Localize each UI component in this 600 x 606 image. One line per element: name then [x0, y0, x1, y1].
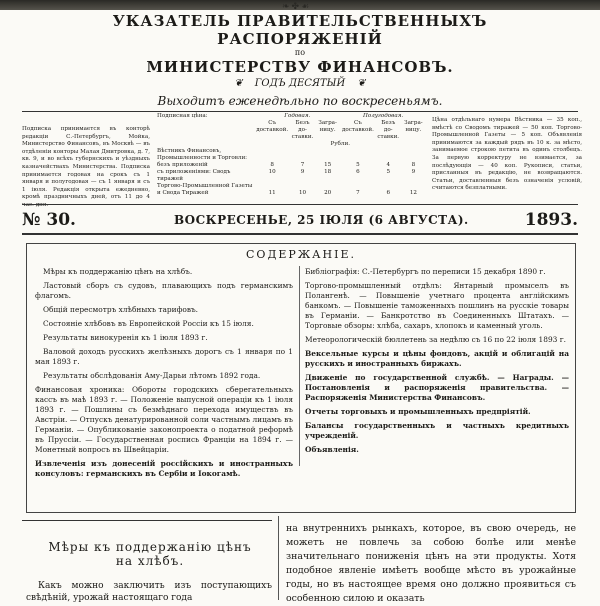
table-cell	[315, 183, 340, 190]
subscription-price-table	[156, 113, 426, 197]
list-item: Библіографія: С.-Петербургъ по переписи 15 декабря 1890 г.	[305, 267, 546, 276]
table-row	[156, 162, 426, 169]
list-item: Ластовый сборъ съ судовъ, плавающихъ подъ германскимъ флагомъ.	[35, 281, 293, 300]
table-subheader-row	[156, 120, 426, 141]
table-cell: 10	[268, 169, 276, 175]
table-cell	[376, 183, 401, 190]
list-item: Общій пересмотръ хлѣбныхъ тарифовъ.	[43, 305, 199, 314]
list-item: Вексельные курсы и цѣны фондовъ, акцій и облигацій на русскихъ и иностранныхъ биржахъ.	[305, 349, 569, 368]
table-cell: 7	[300, 162, 305, 168]
header-divider-bottom	[22, 204, 578, 205]
table-cell: 5	[356, 162, 360, 168]
row-label: Торгово-Промышленной Газеты	[157, 183, 253, 189]
table-cell	[254, 148, 289, 162]
list-item: Мѣры къ поддержанію цѣнъ на хлѣбъ.	[43, 267, 193, 276]
table-cell: 10	[298, 190, 307, 196]
top-ornament-icon: ❧✤☙	[282, 2, 312, 12]
ornament-left-icon: ❦	[234, 78, 243, 89]
table-cell: 6	[386, 190, 391, 196]
masthead-title-line2: МИНИСТЕРСТВУ ФИНАНСОВЪ.	[146, 58, 454, 76]
issue-number: № 30.	[22, 210, 76, 230]
table-cell: 11	[268, 190, 276, 196]
contents-box	[26, 243, 576, 513]
table-cell: 7	[356, 190, 360, 196]
list-item: Торгово-промышленный отдѣлъ: Янтарный промыселъ въ Полангенѣ. — Повышеніе учетнаго процента англійскимъ банкомъ. — Повышеніе таможенныхъ пошлинъ на русскіе товары въ Германіи. — Банкротство въ Соединенныхъ Штатахъ. — Торговые обзоры: хлѣба, сахаръ, хлопокъ и каменный уголь.	[305, 281, 569, 330]
issue-date: ВОСКРЕСЕНЬЕ, 25 ІЮЛЯ (6 АВГУСТА).	[174, 213, 469, 227]
table-row	[156, 169, 426, 183]
row-label: безъ приложеній	[157, 162, 208, 168]
list-item: Отчеты торговыхъ и промышленныхъ предпріятій.	[305, 407, 531, 416]
masthead-title-line1: УКАЗАТЕЛЬ ПРАВИТЕЛЬСТВЕННЫХЪ РАСПОРЯЖЕНІЙ	[112, 12, 488, 48]
issue-year: 1893.	[524, 210, 578, 230]
article-body-left: Какъ можно заключить изъ поступающихъ свѣдѣній, урожай настоящаго года	[26, 581, 272, 603]
list-item: Объявленія.	[305, 445, 359, 454]
table-cell	[340, 183, 375, 190]
article-title: Мѣры къ поддержанію цѣнъ на хлѣбъ.	[48, 540, 252, 568]
group-year-header: Годовая.	[284, 113, 311, 119]
article-body-right: на внутреннихъ рынкахъ, которое, въ свою очередь, не можетъ не повлечь за собою болѣе или менѣе значительнаго пониженія цѣнъ на эти продукты. Хотя подобное явленіе имѣетъ вообще мѣсто въ урожайные годы, но въ настоящее время оно должно проявиться съ особенною силою и оказать	[286, 523, 576, 604]
contents-title: СОДЕРЖАНІЕ.	[246, 248, 356, 261]
col-header: Безъ до-ставки.	[291, 120, 314, 140]
masthead-year: ❦ ГОДЪ ДЕСЯТЫЙ ❦	[40, 77, 560, 91]
table-cell: 18	[324, 169, 332, 175]
ornament-right-icon: ❦	[357, 78, 366, 89]
contents-right-column	[305, 267, 569, 459]
col-header: Загра-ницу.	[404, 120, 423, 133]
table-cell: 4	[386, 162, 391, 168]
table-row	[156, 148, 426, 162]
list-item: Состояніе хлѣбовъ въ Европейской Россіи къ 15 іюля.	[43, 319, 254, 328]
header-divider-top	[22, 111, 578, 112]
price-unit: Рубли.	[330, 141, 350, 147]
row-label: и Свода Тиражей	[157, 190, 209, 196]
list-item: Извлеченія изъ донесеній россійскихъ и иностранныхъ консуловъ: германскихъ въ Сербіи и Іокогамѣ.	[35, 459, 293, 478]
article-divider	[22, 520, 272, 521]
contents-left-column	[35, 267, 293, 483]
table-cell: 12	[409, 190, 417, 196]
table-cell	[290, 148, 315, 162]
col-header: Загра-ницу.	[318, 120, 337, 133]
list-item: Валовой доходъ русскихъ желѣзныхъ дорогъ съ 1 января по 1 мая 1893 г.	[35, 347, 293, 366]
list-item: Результаты винокуренія къ 1 іюля 1893 г.	[43, 333, 208, 342]
group-half-header: Полугодовая.	[362, 113, 404, 119]
table-cell: 8	[411, 162, 416, 168]
table-cell: 15	[324, 162, 332, 168]
table-row	[156, 183, 426, 190]
row-label: Вѣстникъ Финансовъ, Промышленности и Торговли:	[157, 148, 248, 161]
list-item: Движеніе по государственной службѣ. — Награды. — Постановленія и распоряженія правительства. — Распоряженія Министерства Финансовъ.	[305, 373, 569, 402]
contents-column-divider	[299, 266, 300, 466]
row-label: съ приложеніями: Сводъ тиражей	[157, 169, 231, 182]
subscription-info-left: Подписка принимается въ конторѣ редакціи С.-Петербургъ, Мойка, Министерство Финансовъ, въ Москвѣ — въ отдѣленіи конторы Малая Дмитровка, д. 7, кв. 9, и во всѣхъ губернскихъ и уѣздныхъ казначействахъ Министерства. Подписка принимается годовая на срокъ съ 1 января и полугодовая — съ 1 января и съ 1 іюля. Редакція открыта ежедневно, кромѣ праздничныхъ дней, отъ 11 до 4	[22, 126, 150, 201]
table-cell: 5	[386, 169, 391, 175]
article-column-divider	[278, 516, 279, 600]
table-cell: 8	[270, 162, 274, 168]
table-cell: 6	[356, 169, 360, 175]
col-header: Съ доставкой.	[341, 120, 374, 133]
list-item: Финансовая хроника: Обороты городскихъ сберегательныхъ кассъ въ маѣ 1893 г. — Положеніе выпусной операціи къ 1 іюля 1893 г. — Пошлины съ безмѣднаго перехода имуществъ въ Австріи. — Отпускъ денатурированной соли частнымъ лицамъ въ Германіи. — Опубликованіе законопроекта о податной реформѣ въ Пруссіи. — Государственная роспись Франціи на 1894 г. — Монетный вопросъ въ Швейцаріи.	[35, 385, 293, 454]
table-cell	[401, 183, 426, 190]
table-cell: 9	[300, 169, 305, 175]
table-cell	[401, 148, 426, 162]
list-item: Результаты обслѣдованія Аму-Дарьи лѣтомъ 1892 года.	[43, 371, 261, 380]
table-cell	[254, 183, 289, 190]
subscription-info-right: Цѣна отдѣльнаго нумера Вѣстника — 35 коп., вмѣстѣ со Сводомъ тиражей — 50 коп. Торгово-Промышленной Газеты — 5 коп. Объявленія принимаются за каждый рядъ въ 10 к. за мѣсто, занимаемое строкою петита въ одинъ столбецъ. За первую корректуру не взимается, за послѣдующія — 40 коп. Рукописи, статьи, присланныя въ редакцію, не возвращаются. Статьи, доставленныя безъ означенія условій, считаются безплатными.	[432, 117, 582, 192]
masthead	[40, 12, 560, 109]
list-item: Метеорологическій бюллетень за недѣлю съ 16 по 22 іюля 1893 г.	[305, 335, 566, 344]
table-cell	[376, 148, 401, 162]
issue-divider	[22, 233, 578, 235]
issue-bar	[22, 210, 578, 230]
table-unit-row	[156, 141, 426, 148]
table-cell: 9	[411, 169, 416, 175]
price-table-label: Подписная цѣна:	[157, 113, 208, 119]
masthead-connector: по	[294, 48, 306, 57]
table-row	[156, 190, 426, 197]
table-cell: 20	[324, 190, 332, 196]
list-item: Балансы государственныхъ и частныхъ кредитныхъ учрежденій.	[305, 421, 569, 440]
table-cell	[290, 183, 315, 190]
table-cell	[315, 148, 340, 162]
table-cell	[340, 148, 375, 162]
col-header: Безъ до-ставки.	[377, 120, 400, 140]
col-header: Съ доставкой.	[256, 120, 289, 133]
masthead-frequency: Выходитъ еженедѣльно по воскресеньямъ.	[157, 94, 443, 108]
table-header-row	[156, 113, 426, 120]
